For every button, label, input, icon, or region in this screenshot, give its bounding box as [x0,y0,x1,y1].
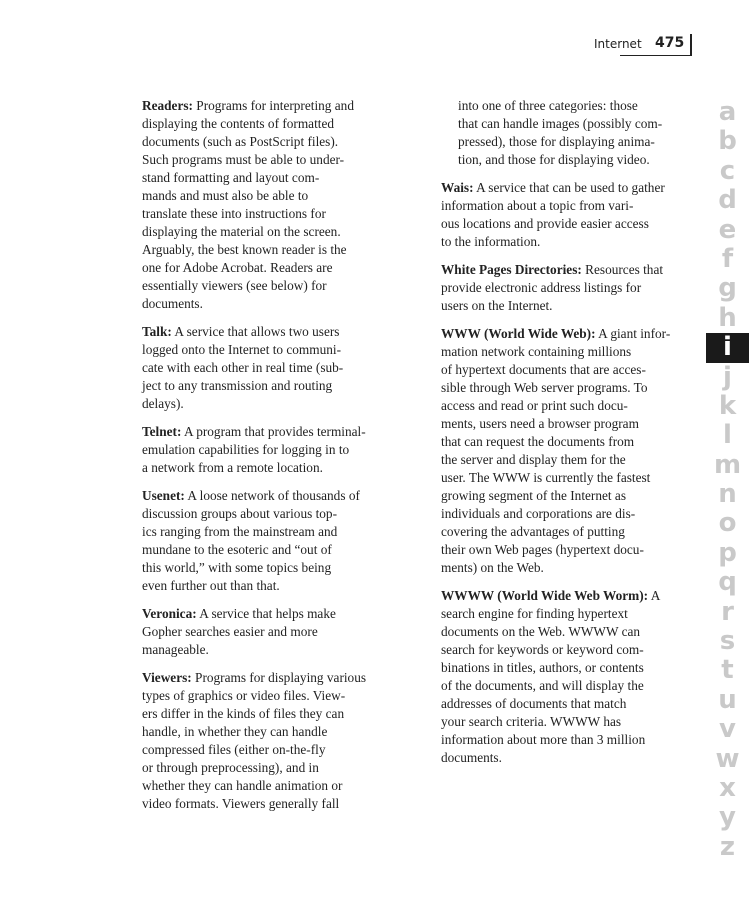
glossary-entry [142,487,392,595]
entry-definition-line: users on the Internet. [441,298,553,313]
entry-term: Veronica: [142,606,197,621]
entry-definition-line: Resources that [581,262,664,277]
thumb-tab-i: i [706,333,749,362]
left-column [142,97,392,823]
entry-definition-line: compressed files (either on-the-fly [142,742,326,757]
entry-definition-line: delays). [142,396,184,411]
entry-definition-line: search for keywords or keyword com- [441,642,644,657]
glossary-entry [142,605,392,659]
entry-definition-line: access and read or print such docu- [441,398,628,413]
viewers-continuation [441,97,691,169]
entry-definition-line: cate with each other in real time (sub- [142,360,344,375]
thumb-tab-r: r [721,596,734,627]
thumb-tab-e: e [718,214,737,245]
glossary-entry [441,587,691,767]
entry-definition-line: their own Web pages (hypertext docu- [441,542,644,557]
thumb-tab-k: k [718,390,737,421]
entry-definition-line: A giant infor- [595,326,671,341]
entry-definition-line: documents (such as PostScript files). [142,134,339,149]
entry-definition-line: video formats. Viewers generally fall [142,796,340,811]
entry-definition-line: documents. [441,750,502,765]
entry-definition-line: displaying the contents of formatted [142,116,335,131]
entry-term: WWW (World Wide Web): [441,326,596,341]
thumb-tab-u: u [718,684,737,715]
continuation-line: that can handle images (possibly com- [458,116,663,131]
entry-definition-line: A [648,588,661,603]
thumb-tab-s: s [719,626,736,657]
entry-definition-line: search engine for finding hypertext [441,606,628,621]
entry-definition-line: individuals and corporations are dis- [441,506,636,521]
entry-term: Talk: [142,324,172,339]
thumb-tab-n: n [718,479,737,510]
thumb-tab-z: z [719,831,736,862]
entry-term: Usenet: [142,488,185,503]
entry-first-line [142,605,392,623]
thumb-tab-t: t [721,655,734,686]
thumb-tab-f: f [721,243,734,274]
entry-definition-line: covering the advantages of putting [441,524,625,539]
thumb-tab-b: b [718,126,737,157]
thumb-tab-h: h [718,302,737,333]
entry-definition-line: sible through Web server programs. To [441,380,648,395]
section-title: Internet [594,37,642,51]
entry-definition-line: this world,” with some topics being [142,560,332,575]
thumb-tab-v: v [719,714,736,745]
entry-definition-line: Programs for displaying various [191,670,367,685]
entry-definition-line: your search criteria. WWWW has [441,714,622,729]
right-column [441,97,691,777]
entry-definition-line: documents on the Web. WWWW can [441,624,641,639]
entry-definition-line: information about a topic from vari- [441,198,634,213]
right-column-entries [441,179,691,767]
continuation-line: into one of three categories: those [458,98,638,113]
entry-definition-line: or through preprocessing), and in [142,760,319,775]
entry-first-line [142,669,392,687]
entry-definition-line: a network from a remote location. [142,460,323,475]
entry-first-line [142,423,392,441]
thumb-tab-x: x [719,772,736,803]
entry-definition-line: ject to any transmission and routing [142,378,333,393]
entry-definition-line: of hypertext documents that are acces- [441,362,646,377]
thumb-tab-l: l [723,420,732,451]
thumb-tab-w: w [715,743,740,774]
entry-definition-line: even further out than that. [142,578,280,593]
entry-definition-line: that can request the documents from [441,434,635,449]
entry-term: Telnet: [142,424,182,439]
header-rule-vertical [690,34,692,56]
thumb-tab-m: m [713,449,742,480]
entry-definition-line: user. The WWW is currently the fastest [441,470,651,485]
glossary-entry [441,261,691,315]
thumb-tab-p: p [718,537,737,568]
thumb-tab-o: o [718,508,737,539]
entry-definition-line: translate these into instructions for [142,206,326,221]
entry-definition-line: A service that can be used to gather [473,180,665,195]
glossary-entry [142,423,392,477]
entry-first-line [441,261,691,279]
entry-definition-line: growing segment of the Internet as [441,488,626,503]
entry-definition-line: ments, users need a browser program [441,416,639,431]
continuation-line: tion, and those for displaying video. [458,152,650,167]
entry-definition-line: whether they can handle animation or [142,778,343,793]
entry-definition-line: discussion groups about various top- [142,506,338,521]
thumb-tab-j: j [723,361,732,392]
glossary-entry [142,323,392,413]
entry-term: Wais: [441,180,474,195]
glossary-entry [142,669,392,813]
entry-definition-line: mands and must also be able to [142,188,309,203]
thumb-tab-c: c [719,155,736,186]
entry-definition-line: emulation capabilities for logging in to [142,442,350,457]
entry-definition-line: documents. [142,296,203,311]
entry-definition-line: binations in titles, authors, or contents [441,660,644,675]
entry-definition-line: one for Adobe Acrobat. Readers are [142,260,333,275]
thumb-tab-a: a [718,97,737,127]
entry-definition-line: Arguably, the best known reader is the [142,242,347,257]
glossary-entry [441,325,691,577]
entry-first-line [142,323,392,341]
entry-definition-line: ics ranging from the mainstream and [142,524,338,539]
entry-definition-line: Such programs must be able to under- [142,152,345,167]
glossary-entry [142,97,392,313]
entry-definition-line: stand formatting and layout com- [142,170,320,185]
entry-first-line [441,325,691,343]
entry-definition-line: A program that provides terminal- [181,424,366,439]
entry-definition-line: Gopher searches easier and more [142,624,318,639]
entry-definition-line: manageable. [142,642,209,657]
thumb-tab-y: y [719,802,736,833]
entry-term: White Pages Directories: [441,262,582,277]
page-number: 475 [655,35,685,51]
entry-first-line [441,587,691,605]
entry-definition-line: of the documents, and will display the [441,678,644,693]
entry-definition-line: ments) on the Web. [441,560,544,575]
entry-definition-line: mation network containing millions [441,344,632,359]
entry-first-line [142,487,392,505]
thumb-tab-d: d [718,185,737,216]
entry-definition-line: logged onto the Internet to communi- [142,342,342,357]
thumb-tab-q: q [718,567,737,598]
entry-definition-line: A service that allows two users [171,324,340,339]
entry-definition-line: ous locations and provide easier access [441,216,649,231]
entry-term: WWWW (World Wide Web Worm): [441,588,649,603]
entry-definition-line: information about more than 3 million [441,732,646,747]
continuation-line: pressed), those for displaying anima- [458,134,655,149]
entry-definition-line: types of graphics or video files. View- [142,688,346,703]
entry-definition-line: essentially viewers (see below) for [142,278,327,293]
entry-definition-line: A service that helps make [196,606,336,621]
entry-first-line [441,179,691,197]
entry-definition-line: to the information. [441,234,541,249]
entry-definition-line: A loose network of thousands of [184,488,360,503]
entry-definition-line: displaying the material on the screen. [142,224,341,239]
running-header [560,34,693,56]
entry-definition-line: addresses of documents that match [441,696,627,711]
alphabet-thumb-index [706,98,749,862]
entry-first-line [142,97,392,115]
thumb-tab-g: g [718,273,737,304]
header-rule-horizontal [620,55,692,56]
entry-term: Viewers: [142,670,192,685]
entry-definition-line: the server and display them for the [441,452,626,467]
entry-definition-line: mundane to the esoteric and “out of [142,542,332,557]
glossary-entry [441,179,691,251]
entry-definition-line: provide electronic address listings for [441,280,642,295]
entry-definition-line: ers differ in the kinds of files they can [142,706,345,721]
entry-definition-line: handle, in whether they can handle [142,724,328,739]
entry-definition-line: Programs for interpreting and [192,98,354,113]
entry-term: Readers: [142,98,193,113]
